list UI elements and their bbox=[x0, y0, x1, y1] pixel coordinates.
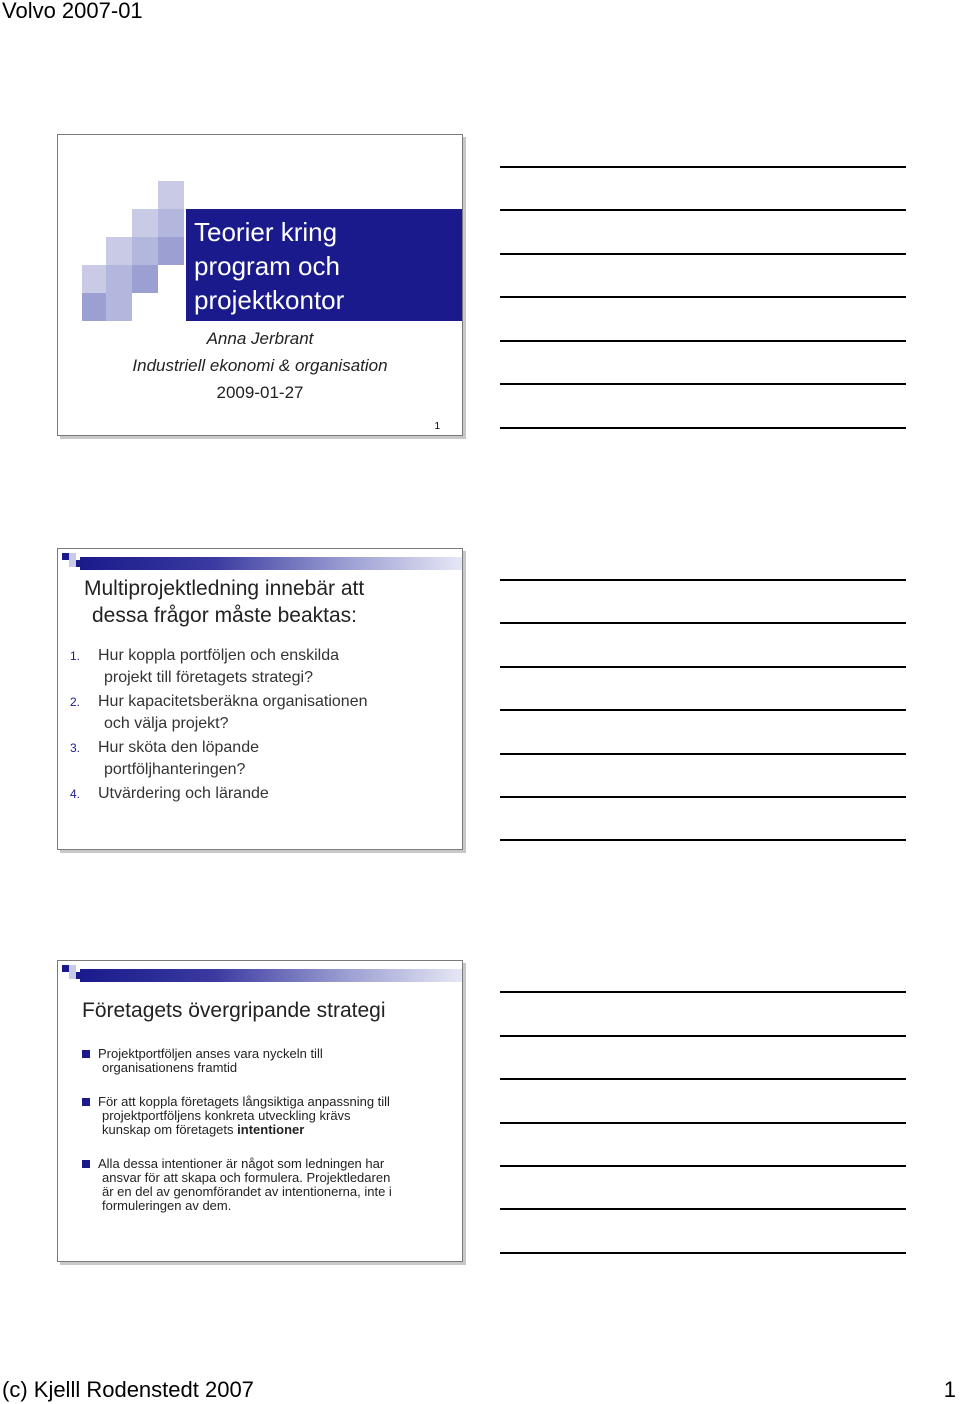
note-line bbox=[500, 1035, 906, 1037]
deco-square bbox=[82, 293, 106, 321]
question-list bbox=[70, 645, 450, 807]
title-line: Multiprojektledning innebär att bbox=[84, 577, 365, 600]
list-item bbox=[70, 691, 450, 735]
deco-square bbox=[158, 237, 184, 265]
bullet-text: Alla dessa intentioner är något som ledningen har bbox=[98, 1156, 385, 1171]
note-line bbox=[500, 1078, 906, 1080]
deco-square bbox=[62, 553, 69, 560]
item-text: portföljhanteringen? bbox=[104, 761, 246, 778]
item-number: 3. bbox=[70, 741, 81, 755]
page-footer-left: (c) Kjelll Rodenstedt 2007 bbox=[2, 1377, 254, 1402]
bullet-text: Projektportföljen anses vara nyckeln till bbox=[98, 1046, 323, 1061]
author: Anna Jerbrant bbox=[206, 329, 314, 348]
bullet-list bbox=[82, 1047, 442, 1233]
deco-square bbox=[69, 972, 76, 979]
deco-square bbox=[106, 293, 132, 321]
note-line bbox=[500, 209, 906, 211]
title-line: dessa frågor måste beaktas: bbox=[92, 604, 357, 627]
slide-2 bbox=[57, 548, 463, 850]
item-number: 2. bbox=[70, 695, 81, 709]
bullet-text: formuleringen av dem. bbox=[102, 1198, 232, 1213]
note-line bbox=[500, 1165, 906, 1167]
title-line: Teorier kring bbox=[194, 217, 338, 247]
bullet-text: kunskap om företagets bbox=[102, 1122, 238, 1137]
slide-3-title: Företagets övergripande strategi bbox=[82, 999, 386, 1022]
deco-square bbox=[62, 965, 69, 972]
title-line: projektkontor bbox=[194, 285, 345, 315]
deco-square bbox=[69, 560, 76, 567]
note-line bbox=[500, 253, 906, 255]
slide-1 bbox=[57, 134, 463, 436]
page-number: 1 bbox=[943, 1377, 956, 1402]
item-text: Hur koppla portföljen och enskilda bbox=[98, 647, 340, 664]
note-line bbox=[500, 839, 906, 841]
note-line bbox=[500, 340, 906, 342]
note-line bbox=[500, 796, 906, 798]
deco-square bbox=[132, 237, 158, 265]
note-line bbox=[500, 753, 906, 755]
item-number: 4. bbox=[70, 787, 81, 801]
square-bullet-icon bbox=[82, 1160, 90, 1168]
list-item bbox=[70, 645, 450, 689]
bullet-item bbox=[82, 1157, 442, 1213]
deco-square bbox=[69, 553, 76, 560]
bullet-text: ansvar för att skapa och formulera. Projektledaren bbox=[102, 1170, 391, 1185]
slide-number: 1 bbox=[434, 421, 440, 432]
deco-square bbox=[69, 965, 76, 972]
deco-square bbox=[82, 265, 106, 293]
note-line bbox=[500, 296, 906, 298]
square-bullet-icon bbox=[82, 1098, 90, 1106]
note-line bbox=[500, 166, 906, 168]
deco-square bbox=[106, 265, 132, 293]
header-bar bbox=[80, 557, 462, 570]
bullet-text: organisationens framtid bbox=[102, 1060, 238, 1075]
list-item bbox=[70, 737, 450, 781]
note-line bbox=[500, 991, 906, 993]
bullet-text: projektportföljens konkreta utveckling krävs bbox=[102, 1108, 351, 1123]
list-item bbox=[70, 783, 450, 805]
bullet-text: är en del av genomförandet av intentionerna, inte i bbox=[102, 1184, 392, 1199]
item-text: Hur sköta den löpande bbox=[98, 739, 259, 756]
note-line bbox=[500, 427, 906, 429]
deco-square bbox=[132, 209, 158, 237]
bullet-text: För att koppla företagets långsiktiga anpassning till bbox=[98, 1094, 390, 1109]
square-bullet-icon bbox=[82, 1050, 90, 1058]
title-line: program och bbox=[194, 251, 340, 281]
slide-3 bbox=[57, 960, 463, 1262]
bullet-item bbox=[82, 1047, 442, 1075]
note-line bbox=[500, 1252, 906, 1254]
deco-square bbox=[132, 265, 158, 293]
item-text: projekt till företagets strategi? bbox=[104, 669, 313, 686]
department: Industriell ekonomi & organisation bbox=[132, 356, 388, 375]
item-text: Utvärdering och lärande bbox=[98, 785, 269, 802]
item-number: 1. bbox=[70, 649, 81, 663]
bullet-bold-text: intentioner bbox=[237, 1122, 305, 1137]
note-line bbox=[500, 666, 906, 668]
header-bar bbox=[80, 969, 462, 982]
note-line bbox=[500, 1122, 906, 1124]
date: 2009-01-27 bbox=[216, 383, 304, 402]
note-line bbox=[500, 579, 906, 581]
deco-square bbox=[106, 237, 132, 265]
note-line bbox=[500, 622, 906, 624]
page-header: Volvo 2007-01 bbox=[2, 0, 143, 23]
deco-square bbox=[158, 181, 184, 209]
note-line bbox=[500, 709, 906, 711]
slide-1-title bbox=[194, 215, 454, 317]
slide-2-title bbox=[84, 575, 444, 629]
item-text: Hur kapacitetsberäkna organisationen bbox=[98, 693, 368, 710]
note-line bbox=[500, 1208, 906, 1210]
deco-square bbox=[158, 209, 184, 237]
item-text: och välja projekt? bbox=[104, 715, 229, 732]
note-line bbox=[500, 383, 906, 385]
bullet-item bbox=[82, 1095, 442, 1137]
